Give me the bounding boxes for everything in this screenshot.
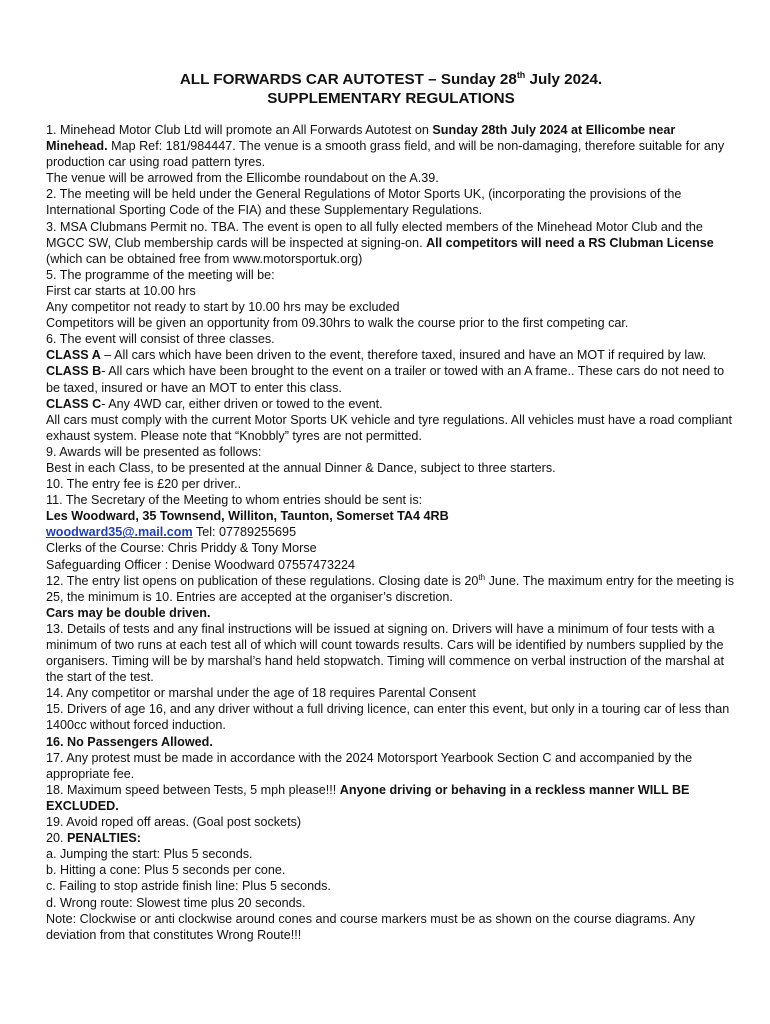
item-13: 13. Details of tests and any final instructions will be issued at signing on. Drivers will have a minimum of four tests with a minimum of two runs at each test all of which will count towards results. Cars will be identified by numbers supplied by the organisers. Timing will be by marshal’s hand held stopwatch. Timing will commence on verbal instruction of the marshal at the start of the test. (46, 621, 725, 685)
compliance-text: All cars must comply with the current Motor Sports UK vehicle and tyre regulations. All vehicles must have a road compliant exhaust system. Please note that “Knobbly” tyres are not permitted. (46, 412, 732, 443)
class-b: CLASS B- All cars which have been brought to the event on a trailer or towed with an A frame.. These cars do not need to be taxed, insured or have an MOT to enter this class. (46, 364, 725, 395)
document-title (46, 70, 736, 108)
item-17: 17. Any protest must be made in accordance with the 2024 Motorsport Yearbook Section C and accompanied by the appropriate fee. (46, 750, 693, 781)
item-3: 3. MSA Clubmans Permit no. TBA. The event is open to all fully elected members of the Minehead Motor Club and the MGCC SW, Club membership cards will be inspected at signing-on. All competitors will need a RS Clubman License (which can be obtained free from www.motorsportuk.org) (46, 219, 714, 266)
document-page (46, 70, 736, 943)
item-19: 19. Avoid roped off areas. (Goal post sockets) (46, 815, 302, 830)
clerks-of-course: Clerks of the Course: Chris Priddy & Tony Morse (46, 541, 317, 556)
title-superscript: th (516, 69, 526, 80)
penalty-c: c. Failing to stop astride finish line: Plus 5 seconds. (46, 879, 331, 894)
item-5-first-car: First car starts at 10.00 hrs (46, 283, 196, 298)
item-9-awards: Best in each Class, to be presented at the annual Dinner & Dance, subject to three starters. (46, 460, 556, 475)
title-line-2: SUPPLEMENTARY REGULATIONS (267, 90, 515, 107)
item-1-venue: The venue will be arrowed from the Ellicombe roundabout on the A.39. (46, 171, 439, 186)
secretary-address: Les Woodward, 35 Townsend, Williton, Taunton, Somerset TA4 4RB (46, 509, 449, 524)
item-10: 10. The entry fee is £20 per driver.. (46, 477, 242, 492)
title-text: ALL FORWARDS CAR AUTOTEST – Sunday 28 (179, 71, 517, 88)
class-c: CLASS C- Any 4WD car, either driven or towed to the event. (46, 396, 383, 411)
item-20: 20. PENALTIES: (46, 831, 141, 846)
double-driven-note: Cars may be double driven. (46, 605, 211, 620)
item-14: 14. Any competitor or marshal under the age of 18 requires Parental Consent (46, 686, 476, 701)
item-5-walk-course: Competitors will be given an opportunity from 09.30hrs to walk the course prior to the first competing car. (46, 316, 629, 331)
item-2: 2. The meeting will be held under the General Regulations of Motor Sports UK, (incorporating the provisions of the International Sporting Code of the FIA) and these Supplementary Regulations. (46, 187, 682, 218)
item-1: 1. Minehead Motor Club Ltd will promote an All Forwards Autotest on Sunday 28th July 2024 at Ellicombe near Minehead. Map Ref: 181/984447. The venue is a smooth grass field, and will be non-damaging, therefore suitable for any production car using road pattern tyres. (46, 123, 725, 170)
item-15: 15. Drivers of age 16, and any driver without a full driving licence, can enter this event, but only in a touring car of less than 1400cc without forced induction. (46, 702, 730, 733)
item-16: 16. No Passengers Allowed. (46, 734, 213, 749)
item-18: 18. Maximum speed between Tests, 5 mph please!!! Anyone driving or behaving in a reckless manner WILL BE EXCLUDED. (46, 782, 690, 813)
item-12: 12. The entry list opens on publication of these regulations. Closing date is 20th June. The maximum entry for the meeting is 25, the minimum is 10. Entries are accepted at the organiser’s discretion. (46, 572, 735, 604)
item-5: 5. The programme of the meeting will be: (46, 267, 275, 282)
route-note: Note: Clockwise or anti clockwise around cones and course markers must be as shown on the course diagrams. Any deviation from that constitutes Wrong Route!!! (46, 911, 695, 942)
item-11: 11. The Secretary of the Meeting to whom entries should be sent is: (46, 493, 423, 508)
penalty-a: a. Jumping the start: Plus 5 seconds. (46, 847, 253, 862)
title-text-end: July 2024. (525, 71, 603, 88)
title-line-1 (46, 70, 736, 89)
secretary-contact (46, 524, 736, 540)
penalty-b: b. Hitting a cone: Plus 5 seconds per cone. (46, 863, 286, 878)
penalty-d: d. Wrong route: Slowest time plus 20 seconds. (46, 895, 306, 910)
safeguarding-officer: Safeguarding Officer : Denise Woodward 07557473224 (46, 557, 355, 572)
class-a: CLASS A – All cars which have been driven to the event, therefore taxed, insured and have an MOT if required by law. (46, 348, 707, 363)
item-5-exclusion: Any competitor not ready to start by 10.00 hrs may be excluded (46, 300, 400, 315)
item-9: 9. Awards will be presented as follows: (46, 444, 262, 459)
email-link[interactable]: woodward35@.mail.com (46, 525, 193, 540)
telephone: Tel: 07789255695 (192, 525, 297, 540)
item-6: 6. The event will consist of three classes. (46, 332, 275, 347)
